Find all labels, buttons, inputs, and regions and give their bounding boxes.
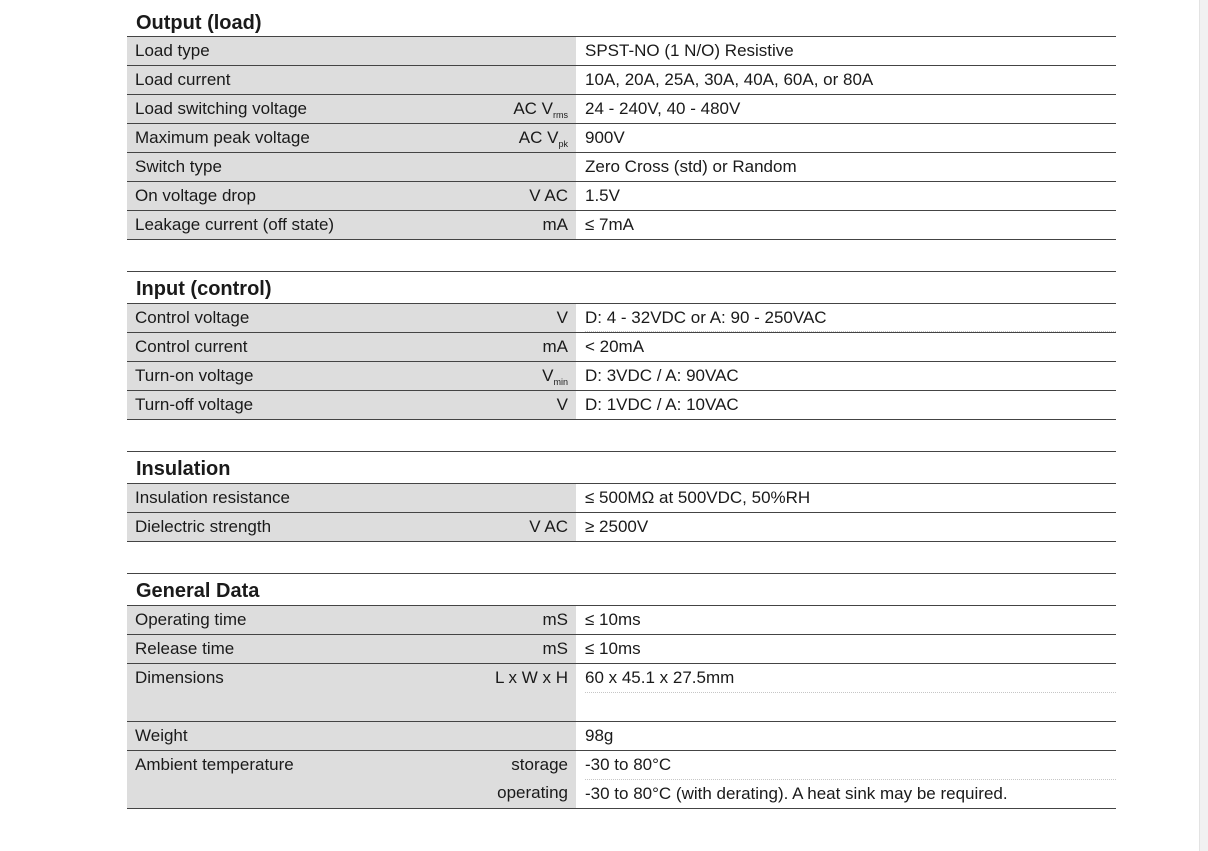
spec-row-maximum-peak-voltage — [127, 124, 1116, 153]
spec-unit: $V_{min}$ — [542, 365, 568, 387]
spec-unit: V AC — [529, 517, 568, 536]
section-general-data — [127, 573, 1116, 809]
spec-value: D: 3VDC / A: 90VAC — [585, 366, 739, 385]
spec-row-dielectric-strength — [127, 513, 1116, 542]
spec-unit: mA — [542, 215, 568, 234]
spec-label: Load type — [135, 41, 210, 60]
spec-label: Release time — [135, 639, 235, 658]
spec-sheet — [127, 8, 1116, 840]
spec-label: Dimensions — [135, 668, 224, 687]
spec-value: ≤ 10ms — [585, 639, 641, 658]
spec-value: SPST-NO (1 N/O) Resistive — [585, 41, 794, 60]
spec-row-switch-type — [127, 153, 1116, 182]
spec-row-load-switching-voltage — [127, 95, 1116, 124]
spec-unit-operating: operating — [497, 783, 568, 802]
spec-label: Leakage current (off state) — [135, 215, 335, 234]
spec-unit-storage: storage — [511, 755, 568, 774]
spec-unit: V — [556, 395, 568, 414]
spec-unit: L x W x H — [494, 668, 568, 687]
section-input-control — [127, 271, 1116, 420]
spec-label: Weight — [135, 726, 188, 745]
spec-value: D: 4 - 32VDC or A: 90 - 250VAC — [585, 304, 1116, 332]
spec-row-ambient-temperature — [127, 751, 1116, 809]
spec-label: Operating time — [135, 610, 247, 629]
section-title: Insulation — [127, 451, 1116, 484]
spec-value-operating: -30 to 80°C (with derating). A heat sink may be required. — [585, 784, 1008, 803]
spec-row-on-voltage-drop — [127, 182, 1116, 211]
spec-unit: mA — [542, 337, 568, 356]
section-title: Input (control) — [127, 271, 1116, 304]
section-title: Output (load) — [127, 8, 1116, 37]
spec-label: Insulation resistance — [135, 488, 290, 507]
spec-value: 1.5V — [585, 186, 620, 205]
spec-row-leakage-current — [127, 211, 1116, 240]
spec-value: ≤ 500MΩ at 500VDC, 50%RH — [585, 488, 811, 507]
spec-unit: V AC — [529, 186, 568, 205]
spec-value: 60 x 45.1 x 27.5mm — [585, 664, 1116, 693]
spec-row-release-time — [127, 635, 1116, 664]
spec-unit: mS — [542, 610, 568, 629]
spec-value: D: 1VDC / A: 10VAC — [585, 395, 739, 414]
section-insulation — [127, 451, 1116, 542]
spec-row-operating-time — [127, 606, 1116, 635]
spec-value: 900V — [585, 128, 625, 147]
spec-row-turn-off-voltage — [127, 391, 1116, 420]
spec-unit: AC $V_{pk}$ — [518, 127, 568, 149]
spec-label: Control voltage — [135, 308, 250, 327]
spec-unit: AC $V_{rms}$ — [513, 98, 568, 120]
spec-row-dimensions — [127, 664, 1116, 722]
spec-label: Control current — [135, 337, 248, 356]
spec-row-weight — [127, 722, 1116, 751]
spec-label: Load current — [135, 70, 231, 89]
spec-row-load-current — [127, 66, 1116, 95]
spec-unit: V — [556, 308, 568, 327]
spec-label: Turn-off voltage — [135, 395, 254, 414]
vertical-scrollbar[interactable] — [1199, 0, 1208, 851]
spec-row-load-type — [127, 37, 1116, 66]
spec-label: On voltage drop — [135, 186, 256, 205]
spec-value: 98g — [585, 726, 614, 745]
spec-value: Zero Cross (std) or Random — [585, 157, 797, 176]
spec-unit: mS — [542, 639, 568, 658]
spec-value-blank — [585, 693, 1116, 721]
section-output-load — [127, 8, 1116, 240]
spec-row-control-current — [127, 333, 1116, 362]
spec-row-control-voltage — [127, 304, 1116, 333]
spec-value: 10A, 20A, 25A, 30A, 40A, 60A, or 80A — [585, 70, 874, 89]
spec-value-storage: -30 to 80°C — [585, 751, 1116, 780]
section-title: General Data — [127, 573, 1116, 606]
spec-row-turn-on-voltage — [127, 362, 1116, 391]
spec-label: Ambient temperature — [135, 755, 294, 774]
spec-label: Dielectric strength — [135, 517, 272, 536]
spec-row-insulation-resistance — [127, 484, 1116, 513]
spec-label: Maximum peak voltage — [135, 128, 310, 147]
spec-value: 24 - 240V, 40 - 480V — [585, 99, 741, 118]
spec-label: Switch type — [135, 157, 222, 176]
spec-value: ≥ 2500V — [585, 517, 649, 536]
spec-value: ≤ 10ms — [585, 610, 641, 629]
spec-label: Turn-on voltage — [135, 366, 254, 385]
spec-value: < 20mA — [585, 337, 645, 356]
spec-value: ≤ 7mA — [585, 215, 635, 234]
spec-label: Load switching voltage — [135, 99, 308, 118]
